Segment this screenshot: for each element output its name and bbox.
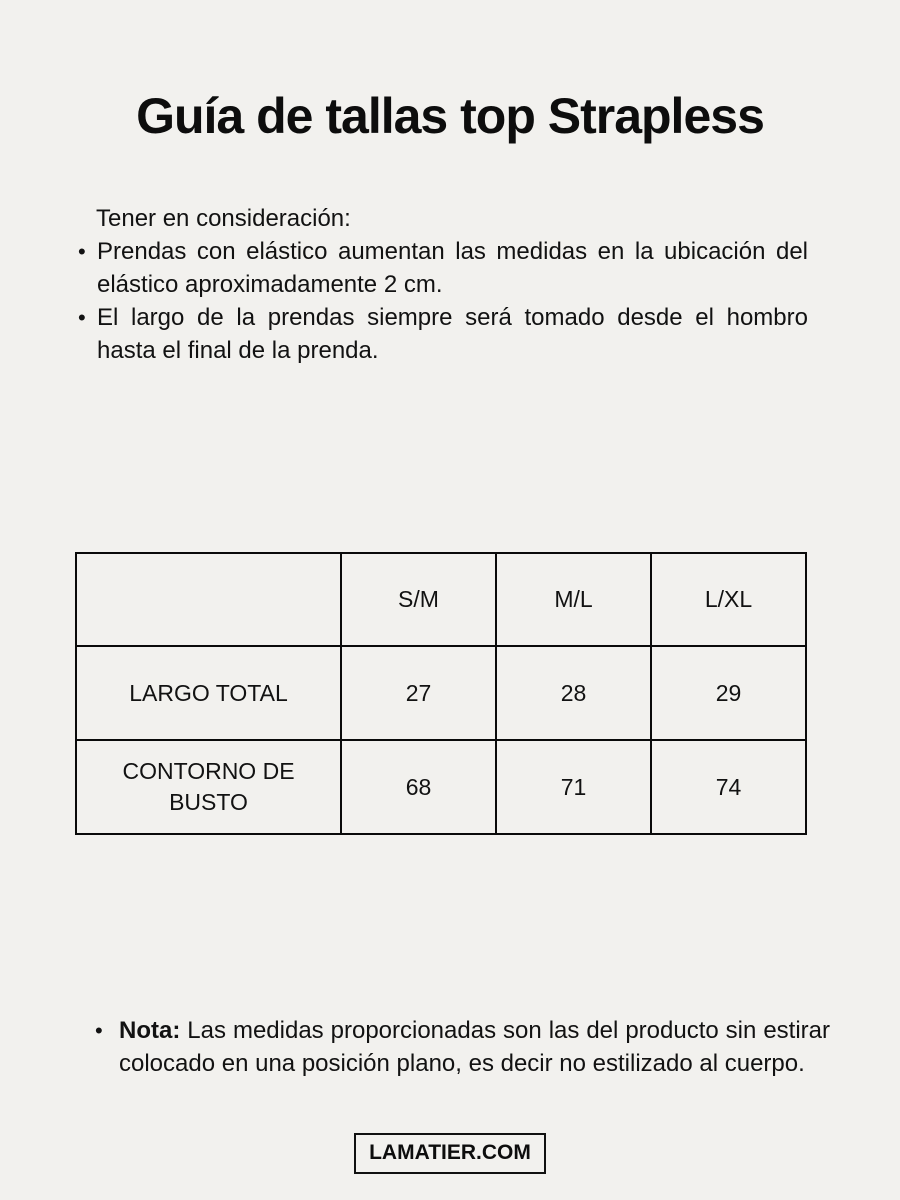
- list-item: [78, 301, 808, 367]
- table-corner-cell: [76, 553, 341, 646]
- table-row: [76, 740, 806, 834]
- consideration-text: Prendas con elástico aumentan las medidas en la ubicación del elástico aproximadamente 2 cm.: [97, 238, 808, 298]
- site-badge: LAMATIER.COM: [354, 1133, 546, 1174]
- note-body: Las medidas proporcionadas son las del producto sin estirar colocado en una posición plano, es decir no estilizado al cuerpo.: [119, 1017, 831, 1077]
- row-label-largo-total: LARGO TOTAL: [76, 646, 341, 740]
- note-section: [95, 1014, 830, 1080]
- table-header-row: [76, 553, 806, 646]
- table-cell: 27: [341, 646, 496, 740]
- bullet-icon: •: [78, 305, 86, 330]
- consideration-text: El largo de la prendas siempre será tomado desde el hombro hasta el final de la prenda.: [97, 304, 808, 364]
- list-item: [78, 235, 808, 301]
- size-table: [75, 552, 807, 835]
- table-cell: 68: [341, 740, 496, 834]
- column-header-sm: S/M: [341, 553, 496, 646]
- page-title: Guía de tallas top Strapless: [136, 87, 764, 144]
- table-row: [76, 646, 806, 740]
- considerations-section: [78, 202, 808, 367]
- column-header-ml: M/L: [496, 553, 651, 646]
- table-cell: 71: [496, 740, 651, 834]
- table-cell: 28: [496, 646, 651, 740]
- table-cell: 29: [651, 646, 806, 740]
- considerations-heading: Tener en consideración:: [96, 205, 351, 232]
- bullet-icon: •: [95, 1018, 103, 1043]
- row-label-contorno-busto: CONTORNO DE BUSTO: [76, 740, 341, 834]
- note-text: [119, 1014, 830, 1080]
- column-header-lxl: L/XL: [651, 553, 806, 646]
- bullet-icon: •: [78, 239, 86, 264]
- note-label: Nota:: [119, 1017, 181, 1044]
- table-cell: 74: [651, 740, 806, 834]
